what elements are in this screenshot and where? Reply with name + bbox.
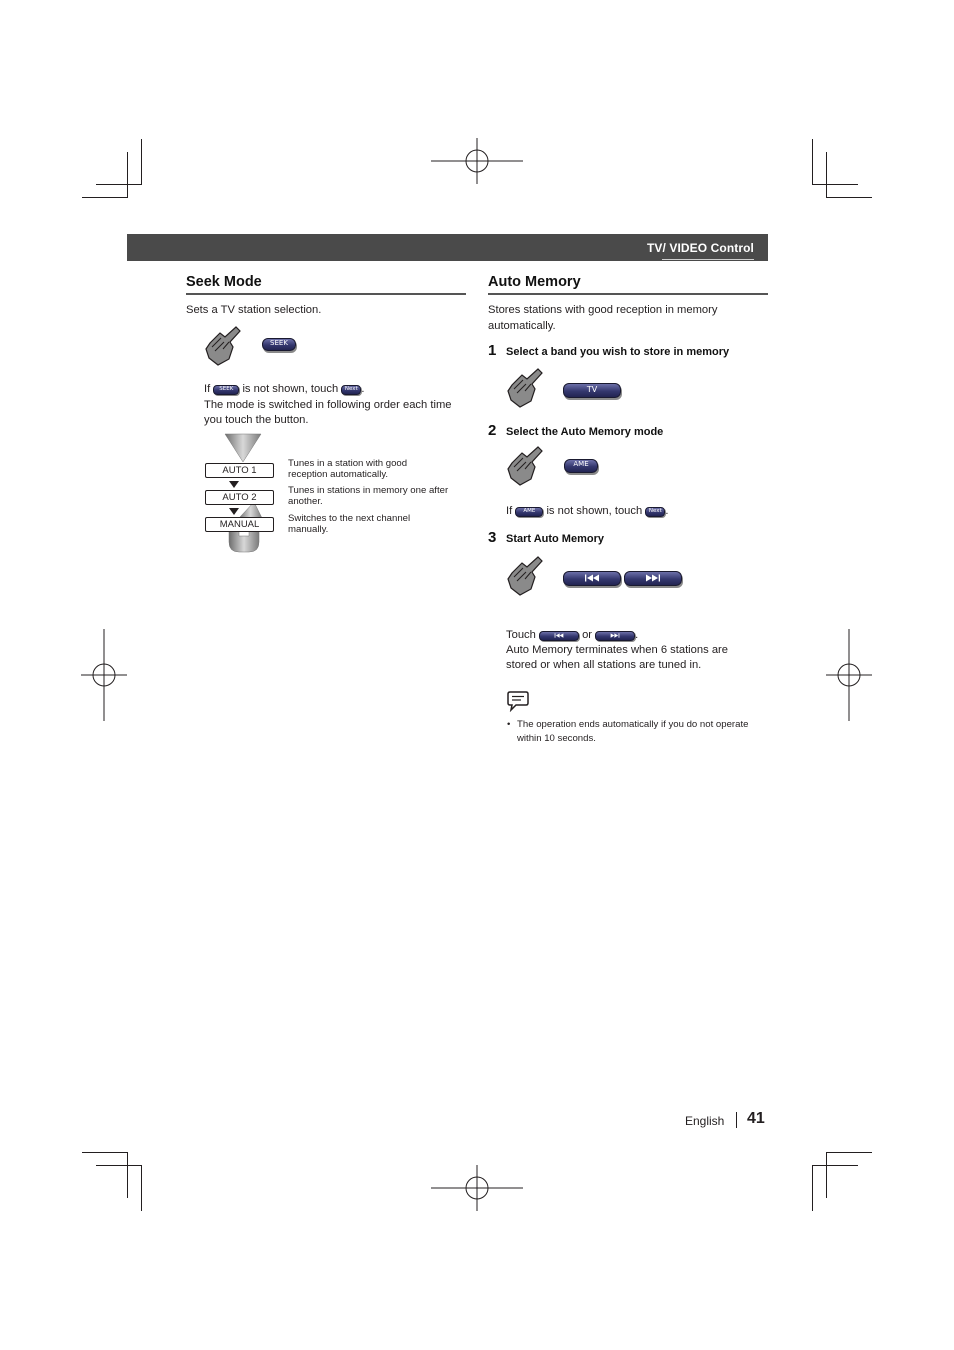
mode-auto2-desc-line1: Tunes in stations in memory one after [288, 485, 449, 496]
tv-button[interactable]: TV [563, 383, 621, 398]
mode-manual-desc-line2: manually. [288, 524, 329, 535]
step-text: Select the Auto Memory mode [506, 426, 664, 438]
ame-if-line [506, 504, 668, 520]
crop-mark [127, 152, 128, 198]
terminate-text-line2: stored or when all stations are tuned in. [506, 659, 702, 671]
crop-mark [96, 1165, 142, 1166]
if-text: If [506, 505, 513, 517]
crop-mark [826, 152, 827, 198]
auto-memory-description-line1: Stores stations with good reception in memory [488, 304, 718, 316]
note-text-line1: The operation ends automatically if you do not operate [517, 719, 749, 730]
crop-mark [812, 139, 813, 185]
period: . [635, 629, 639, 641]
section-rule [186, 293, 466, 295]
crop-mark [82, 197, 128, 198]
header-title: TV/ VIDEO Control [646, 241, 754, 255]
footer-divider [736, 1112, 737, 1128]
step-number: 1 [488, 342, 497, 359]
seek-back-icon [554, 633, 564, 638]
registration-mark [431, 138, 523, 184]
mode-auto1-desc-line1: Tunes in a station with good [288, 458, 408, 469]
step-number: 3 [488, 529, 497, 546]
note-speech-icon [506, 690, 530, 712]
arrow-down-icon [229, 508, 239, 515]
crop-mark [826, 197, 872, 198]
next-button-inline[interactable]: Next [645, 507, 665, 517]
step-number: 2 [488, 422, 497, 439]
seek-forward-button[interactable] [624, 571, 682, 586]
touch-hand-icon [505, 445, 545, 487]
registration-mark [431, 1165, 523, 1211]
mode-manual-box: MANUAL [205, 517, 274, 532]
ame-button-inline[interactable]: AME [515, 507, 543, 517]
crop-mark [812, 1165, 858, 1166]
next-button-inline[interactable]: Next [341, 385, 361, 395]
period: . [665, 505, 669, 517]
seek-button-inline[interactable]: SEEK [213, 385, 239, 395]
note-text-line2: within 10 seconds. [517, 733, 596, 744]
auto-memory-title: Auto Memory [488, 274, 581, 290]
period: . [361, 383, 365, 395]
auto-memory-description-line2: automatically. [488, 320, 556, 332]
section-header-bar [127, 234, 768, 261]
crop-mark [96, 184, 142, 185]
seek-forward-button-inline[interactable] [595, 631, 635, 641]
seek-back-button[interactable] [563, 571, 621, 586]
step-text: Select a band you wish to store in memory [506, 346, 730, 358]
ame-button[interactable]: AME [564, 459, 598, 473]
mode-auto1-box: AUTO 1 [205, 463, 274, 478]
touch-hand-icon [505, 367, 545, 409]
not-shown-text: is not shown, touch [242, 383, 339, 395]
crop-mark [82, 1152, 128, 1153]
seek-if-line [204, 382, 364, 398]
mode-manual-desc-line1: Switches to the next channel [288, 513, 411, 524]
seek-button[interactable]: SEEK [262, 338, 296, 351]
crop-mark [141, 139, 142, 185]
mode-auto1-desc-line2: reception automatically. [288, 469, 389, 480]
crop-mark [826, 1152, 872, 1153]
seek-forward-icon [610, 633, 620, 638]
crop-mark [812, 184, 858, 185]
touch-line [506, 628, 638, 644]
mode-switch-text-line1: The mode is switched in following order each time [204, 399, 452, 411]
registration-mark [81, 629, 127, 721]
footer-language: English [685, 1114, 725, 1128]
page-number: 41 [747, 1110, 765, 1127]
seek-mode-description: Sets a TV station selection. [186, 304, 322, 316]
crop-mark [812, 1165, 813, 1211]
seek-back-icon [584, 574, 600, 582]
header-underline [662, 259, 754, 260]
mode-switch-text-line2: you touch the button. [204, 414, 309, 426]
step-text: Start Auto Memory [506, 533, 604, 545]
crop-mark [141, 1165, 142, 1211]
mode-auto2-box: AUTO 2 [205, 490, 274, 505]
touch-hand-icon [505, 555, 545, 597]
terminate-text-line1: Auto Memory terminates when 6 stations are [506, 644, 728, 656]
touch-hand-icon [203, 325, 243, 367]
seek-mode-title: Seek Mode [186, 274, 262, 290]
if-text: If [204, 383, 211, 395]
section-rule [488, 293, 768, 295]
seek-forward-icon [645, 574, 661, 582]
note-bullet: • [507, 719, 511, 730]
touch-text: Touch [506, 629, 536, 641]
seek-back-button-inline[interactable] [539, 631, 579, 641]
or-text: or [582, 629, 593, 641]
crop-mark [127, 1152, 128, 1198]
arrow-down-icon [229, 481, 239, 488]
not-shown-text: is not shown, touch [546, 505, 643, 517]
crop-mark [826, 1152, 827, 1198]
registration-mark [826, 629, 872, 721]
mode-auto2-desc-line2: another. [288, 496, 323, 507]
